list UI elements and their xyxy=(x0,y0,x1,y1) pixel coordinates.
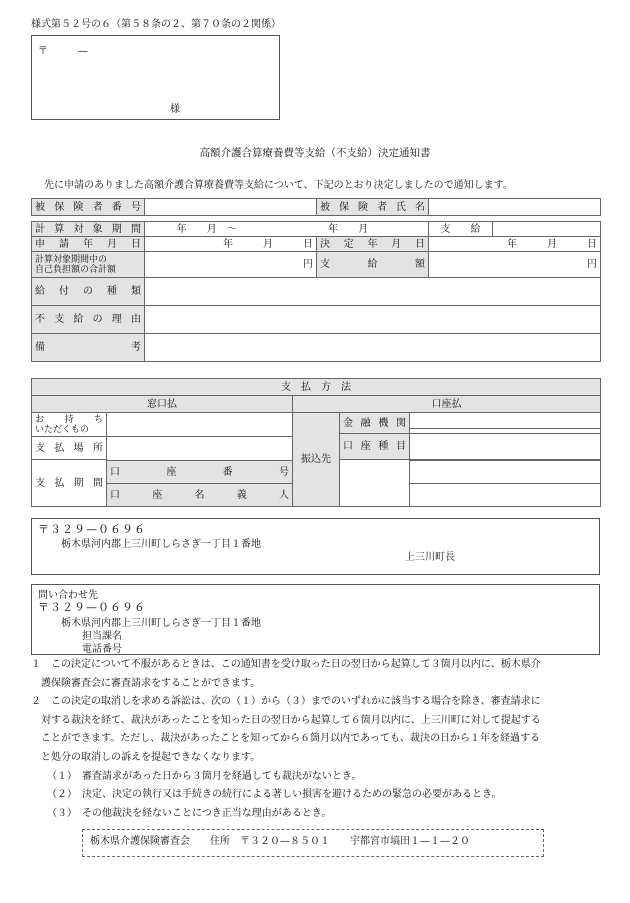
inquiry-phone: 電話番号 xyxy=(82,644,122,655)
burden-total-line1: 計算対象期間中の xyxy=(35,254,108,265)
label-account-type: 口座種目 xyxy=(340,434,410,460)
sender-mayor: 上三川町長 xyxy=(405,552,455,563)
label-application-date: 申請年月日 xyxy=(32,237,145,252)
intro-text: 先に申請のありました高額介護合算療養費等支給について、下記のとおり決定しましたので通知します。 xyxy=(44,180,513,191)
inquiry-postal: 〒３２９—０６９６ xyxy=(38,601,146,614)
payment-amount-yen: 円 xyxy=(429,252,601,278)
label-payment-amount: 支 給 額 xyxy=(317,252,429,278)
value-bank xyxy=(410,413,601,434)
review-board-address: 栃木県介護保険審査会 住所 〒３２０—８５０１ 宇都宮市塙田１—１—２０ xyxy=(90,836,470,847)
value-insured-name xyxy=(429,199,601,216)
label-calc-period: 計算対象期間 xyxy=(32,222,145,237)
payment-method-header: 支 払 方 法 xyxy=(32,379,601,396)
application-date: 年 月 日 xyxy=(145,237,317,252)
label-burden-total xyxy=(32,252,145,278)
label-payment-place: 支払場所 xyxy=(32,437,107,460)
review-board-box xyxy=(82,829,544,857)
label-remarks: 備 考 xyxy=(32,334,145,362)
period-start: 年 月 ～ xyxy=(145,222,269,237)
value-payment-period xyxy=(340,460,410,507)
label-benefit-type: 給付の種類 xyxy=(32,278,145,306)
label-decision-date: 決定年月日 xyxy=(317,237,429,252)
label-account-number: 口座番号 xyxy=(107,461,293,484)
label-account-holder: 口座名義人 xyxy=(107,484,293,507)
label-non-payment-reason: 不支給の理由 xyxy=(32,306,145,334)
label-payment-period: 支払期間 xyxy=(32,460,107,507)
postal-mark: 〒 — xyxy=(38,46,88,57)
note-item-1: （１） 審査請求があった日から３箇月を経過しても裁決がないとき。 xyxy=(47,770,362,782)
form-reference: 様式第５２号の６（第５８条の２、第７０条の２関係） xyxy=(31,19,281,30)
label-bring-items xyxy=(32,413,107,437)
payment-status: 支 給 xyxy=(429,222,493,237)
inquiry-box xyxy=(31,584,600,655)
label-bank: 金融機関 xyxy=(340,413,410,434)
inquiry-label: 問い合わせ先 xyxy=(38,590,98,601)
inquiry-address: 栃木県河内郡上三川町しらさぎ一丁目１番地 xyxy=(61,618,261,629)
note-1-line2: 護保険審査会に審査請求をすることができます。 xyxy=(41,677,261,689)
label-transfer-to: 振込先 xyxy=(293,413,340,507)
notes xyxy=(31,656,606,823)
burden-total-line2: 自己負担額の合計額 xyxy=(35,264,117,275)
value-bring-items xyxy=(107,413,293,437)
value-payment-place xyxy=(107,437,293,461)
sender-box xyxy=(31,518,600,575)
bring-items-line2: いただくもの xyxy=(35,424,90,435)
label-insured-name: 被保険者氏名 xyxy=(317,199,429,216)
value-account-holder xyxy=(410,484,601,507)
value-non-payment-reason xyxy=(145,306,601,334)
note-2-line4: と処分の取消しの訴えを提起できなくなります。 xyxy=(41,751,261,763)
value-benefit-type xyxy=(145,278,601,306)
bring-items-line1: お 持 ち xyxy=(35,414,103,425)
decision-date: 年 月 日 xyxy=(429,237,601,252)
note-2-line2: 対する裁決を経て、裁決があったことを知った日の翌日から起算して６箇月以内に、上三川町に対して提起する xyxy=(41,714,541,726)
value-payment-status xyxy=(493,222,601,237)
recipient-address-box xyxy=(31,35,280,120)
note-2-line1: ２ この決定の取消しを求める訴訟は、次の（１）から（３）までのいずれかに該当する場合を除き、審査請求に xyxy=(31,696,541,708)
honorific: 様 xyxy=(170,104,180,115)
value-account-number xyxy=(410,461,601,484)
value-insured-number xyxy=(145,199,317,216)
counter-payment-header: 窓口払 xyxy=(32,396,293,413)
note-1-line1: １ この決定について不服があるときは、この通知書を受け取った日の翌日から起算して３箇月以内に、栃木県介 xyxy=(31,659,541,670)
sender-postal: 〒３２９—０６９６ xyxy=(38,523,146,536)
period-end: 年 月 xyxy=(269,222,429,237)
value-account-type xyxy=(410,434,601,460)
note-2-line3: ことができます。ただし、裁決があったことを知ってから６箇月以内であっても、裁決の日から１年を経過する xyxy=(41,733,540,745)
label-insured-number: 被保険者番号 xyxy=(32,199,145,216)
payment-method-table xyxy=(31,378,601,507)
burden-total-yen: 円 xyxy=(145,252,317,278)
decision-table xyxy=(31,198,601,362)
note-item-3: （３） その他裁決を経ないことにつき正当な理由があるとき。 xyxy=(47,807,332,819)
note-item-2: （２） 決定、決定の執行又は手続きの続行による著しい損害を避けるための緊急の必要があるとき。 xyxy=(47,789,502,801)
sender-address: 栃木県河内郡上三川町しらさぎ一丁目１番地 xyxy=(61,539,261,550)
account-payment-header: 口座払 xyxy=(293,396,601,413)
value-remarks xyxy=(145,334,601,362)
inquiry-dept: 担当課名 xyxy=(82,631,122,642)
document-title: 高額介護合算療養費等支給（不支給）決定通知書 xyxy=(199,147,431,159)
